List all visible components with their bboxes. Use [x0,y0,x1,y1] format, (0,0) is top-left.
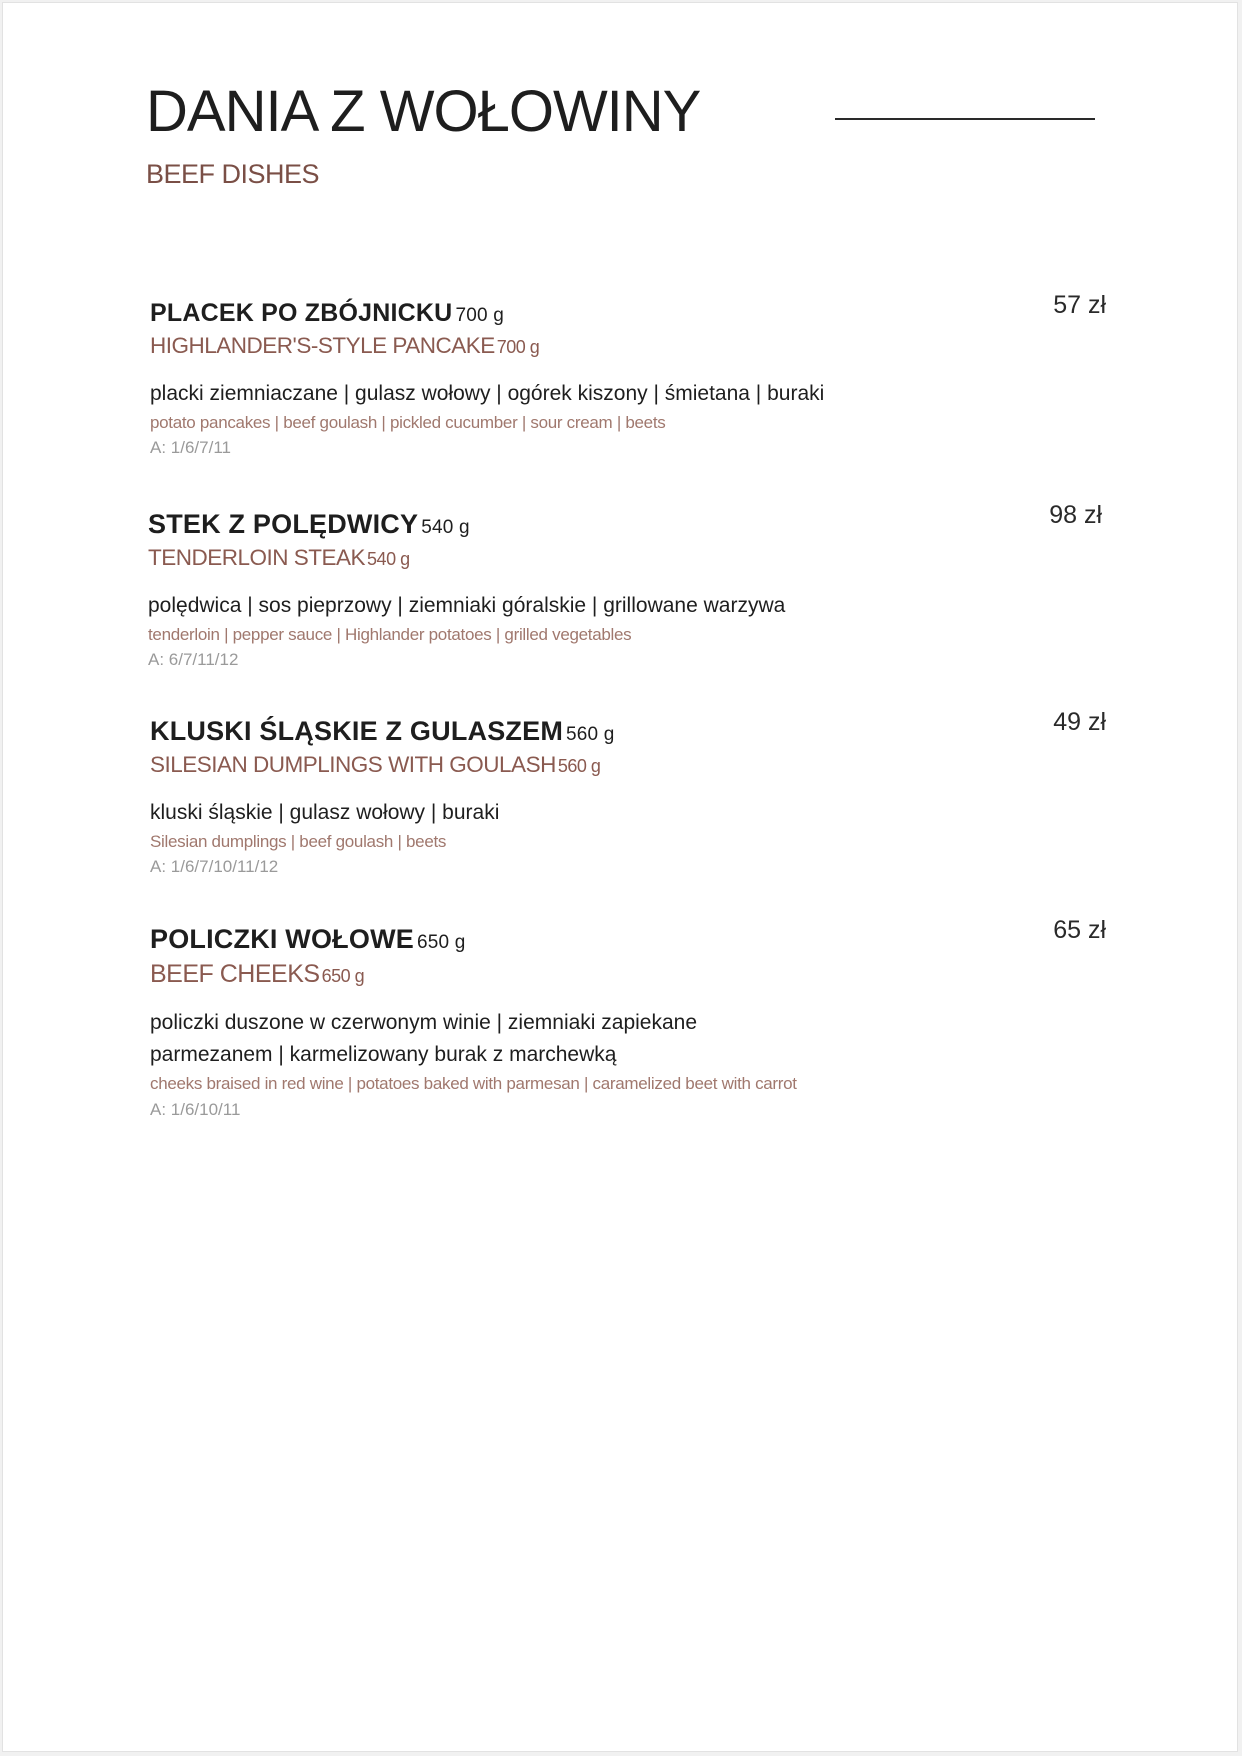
dish-description-en: cheeks braised in red wine | potatoes baked with parmesan | caramelized beet with carrot [150,1074,797,1093]
dish-description-pl: polędwica | sos pieprzowy | ziemniaki góralskie | grillowane warzywa [148,593,786,617]
dish-allergens: A: 1/6/7/10/11/12 [150,857,279,877]
dish-description-pl: placki ziemniaczane | gulasz wołowy | ogórek kiszony | śmietana | buraki [150,381,825,405]
title-divider [835,118,1095,120]
dish-allergens: A: 6/7/11/12 [148,650,239,670]
dish-description-en: tenderloin | pepper sauce | Highlander potatoes | grilled vegetables [148,624,632,644]
dish-price: 49 zł [1053,708,1106,736]
dish-name-en: BEEF CHEEKS 650 g [150,960,365,988]
dish-name-pl: POLICZKI WOŁOWE 650 g [150,924,466,954]
dish-weight-en: 650 g [321,966,365,986]
dish-description-pl: policzki duszone w czerwonym winie | ziemniaki zapiekane parmezanem | karmelizowany burak z marchewką [150,1011,698,1066]
dish-description-en: Silesian dumplings | beef goulash | beets [150,831,447,851]
dish-weight-en: 540 g [367,549,410,569]
dish-allergens: A: 1/6/10/11 [150,1099,241,1119]
dish-price: 98 zł [1049,501,1102,529]
menu-item [150,916,1110,1119]
dish-name-en: SILESIAN DUMPLINGS WITH GOULASH 560 g [150,752,601,777]
dish-price: 65 zł [1053,916,1106,944]
page-title: DANIA Z WOŁOWINY [146,79,701,144]
menu-page [2,2,1238,1752]
menu-item [148,501,1108,670]
dish-name-pl: KLUSKI ŚLĄSKIE Z GULASZEM 560 g [150,716,615,746]
menu-item [150,708,1110,877]
dish-description-en: potato pancakes | beef goulash | pickled cucumber | sour cream | beets [150,412,666,432]
dish-weight: 700 g [455,305,504,326]
dish-weight: 560 g [566,724,615,745]
menu-item [150,291,1110,458]
page-subtitle: BEEF DISHES [146,159,320,189]
dish-name-en: TENDERLOIN STEAK 540 g [148,545,410,570]
dish-weight-en: 560 g [557,756,601,776]
dish-description-pl: kluski śląskie | gulasz wołowy | buraki [150,800,500,824]
dish-name-pl: PLACEK PO ZBÓJNICKU 700 g [150,299,504,327]
dish-weight-en: 700 g [496,337,540,357]
dish-weight: 650 g [416,932,466,953]
dish-allergens: A: 1/6/7/11 [150,438,231,458]
dish-weight: 540 g [421,517,470,538]
dish-name-en: HIGHLANDER'S-STYLE PANCAKE 700 g [150,333,540,358]
dish-price: 57 zł [1053,291,1106,319]
dish-name-pl: STEK Z POLĘDWICY 540 g [148,509,470,539]
